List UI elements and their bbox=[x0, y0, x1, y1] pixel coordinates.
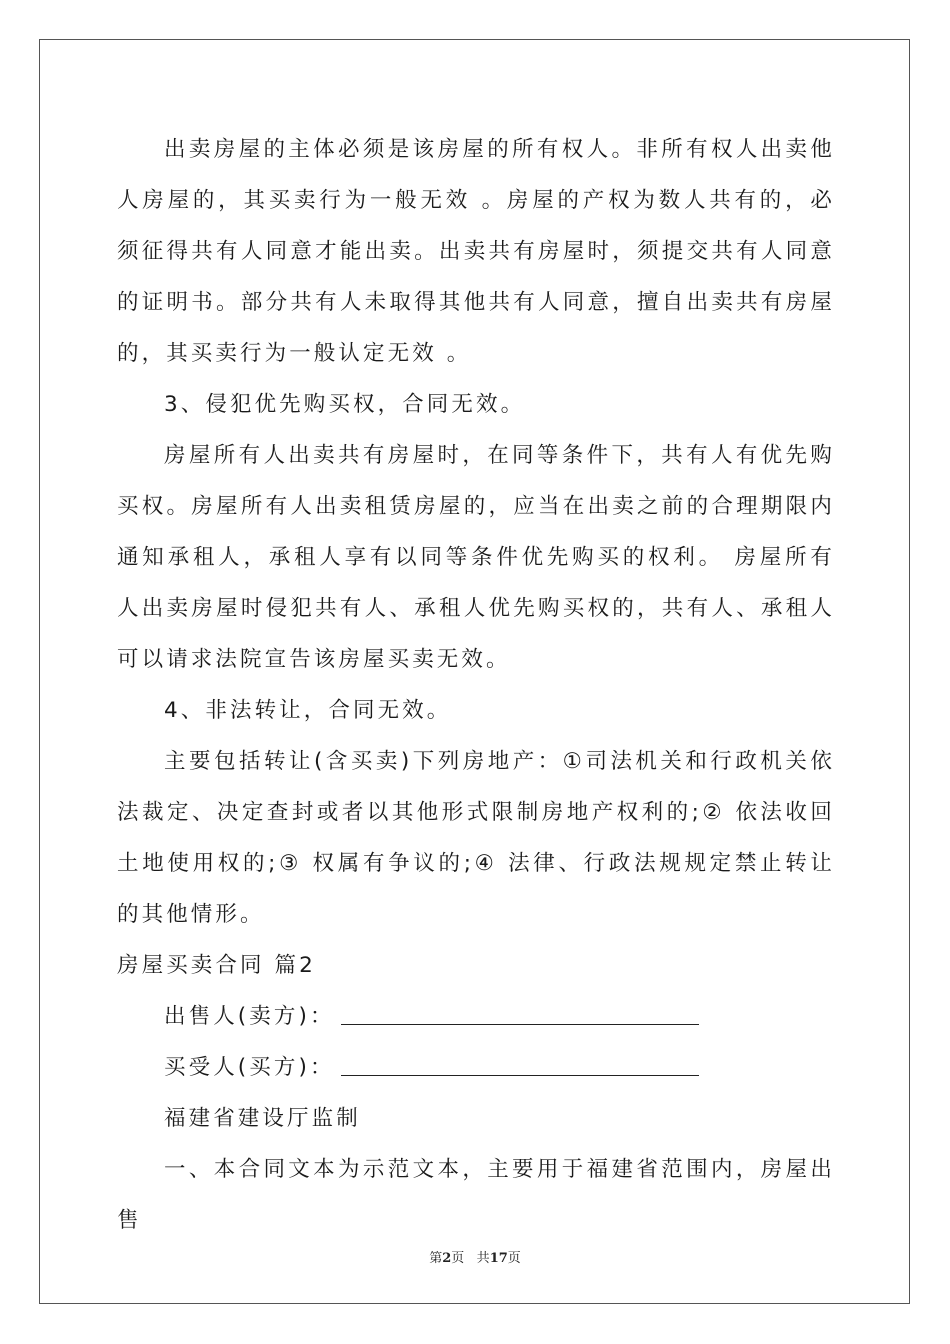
footer-page-suffix: 页 bbox=[451, 1251, 465, 1266]
seller-label: 出售人(卖方)： bbox=[164, 1004, 335, 1029]
paragraph-item-4-title: 4、非法转让，合同无效。 bbox=[164, 698, 452, 723]
paragraph-item-3-title: 3、侵犯优先购买权，合同无效。 bbox=[164, 392, 526, 417]
paragraph-seller-ownership: 出卖房屋的主体必须是该房屋的所有权人。非所有权人出卖他人房屋的，其买卖行为一般无效 。房屋的产权为数人共有的，必须征得共有人同意才能出卖。出卖共有房屋时，须提交共有人同意的证明书。部分共有人未取得其他共有人同意，擅自出卖共有房屋的，其买卖行为一般认定无效 。 bbox=[117, 137, 835, 366]
seller-field bbox=[117, 991, 835, 1042]
footer-total-prefix: 共 bbox=[476, 1251, 490, 1266]
paragraph-illegal-transfer: 主要包括转让(含买卖)下列房地产：①司法机关和行政机关依法裁定、决定查封或者以其他形式限制房地产权利的;② 依法收回土地使用权的;③ 权属有争议的;④ 法律、行政法规规定禁止转让的其他情形。 bbox=[117, 749, 835, 927]
supervisor-line: 福建省建设厅监制 bbox=[164, 1106, 361, 1131]
document-body bbox=[117, 124, 835, 1246]
seller-blank-line bbox=[341, 1002, 699, 1025]
paragraph-preemption-right: 房屋所有人出卖共有房屋时，在同等条件下，共有人有优先购买权。房屋所有人出卖租赁房屋的，应当在出卖之前的合理期限内通知承租人，承租人享有以同等条件优先购买的权利。 房屋所有人出卖房屋时侵犯共有人、承租人优先购买权的，共有人、承租人可以请求法院宣告该房屋买卖无效。 bbox=[117, 443, 835, 672]
page-footer bbox=[0, 1247, 950, 1266]
footer-page-number: 2 bbox=[442, 1251, 452, 1266]
footer-total-suffix: 页 bbox=[507, 1251, 521, 1266]
buyer-label: 买受人(买方)： bbox=[164, 1055, 335, 1080]
buyer-field bbox=[117, 1042, 835, 1093]
buyer-blank-line bbox=[341, 1053, 699, 1076]
section-heading: 房屋买卖合同 篇2 bbox=[117, 953, 316, 978]
footer-page-prefix: 第 bbox=[429, 1251, 443, 1266]
footer-total-pages: 17 bbox=[489, 1251, 508, 1266]
paragraph-contract-intro: 一、本合同文本为示范文本，主要用于福建省范围内，房屋出售 bbox=[117, 1157, 835, 1233]
